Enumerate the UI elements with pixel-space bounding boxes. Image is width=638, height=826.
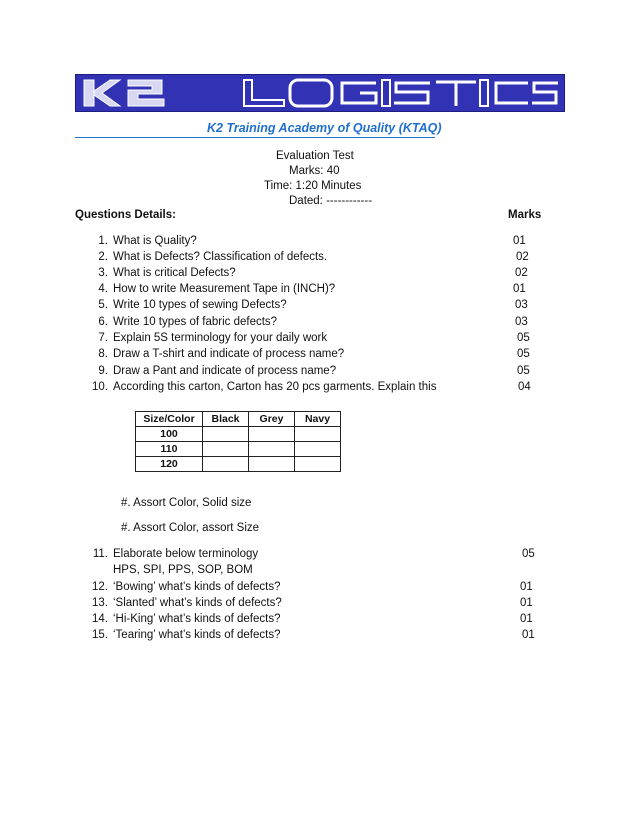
column-header: Navy: [295, 412, 341, 427]
empty-cell: [249, 442, 295, 457]
table-row: [136, 427, 341, 442]
size-cell: 100: [136, 427, 203, 442]
question-row: 3. What is critical Defects? 02: [98, 267, 528, 279]
test-title: Evaluation Test: [276, 150, 354, 162]
empty-cell: [203, 442, 249, 457]
column-header: Black: [203, 412, 249, 427]
question-row: 13. ‘Slanted’ what’s kinds of defects? 01: [92, 597, 533, 609]
table-header-row: [136, 412, 341, 427]
assort-note: #. Assort Color, assort Size: [121, 522, 260, 534]
question-row: 10. According this carton, Carton has 20 pcs garments. Explain this 04: [92, 381, 531, 393]
table-row: [136, 457, 341, 472]
academy-title-line: [75, 121, 442, 138]
empty-cell: [203, 457, 249, 472]
question-row: 11. Elaborate below terminology 05: [92, 548, 535, 560]
question-row: 12. ‘Bowing’ what’s kinds of defects? 01: [92, 581, 533, 593]
empty-cell: [203, 427, 249, 442]
question-row: 1. What is Quality? 01: [98, 235, 526, 247]
question-row: 2. What is Defects? Classification of defects. 02: [98, 251, 529, 263]
test-date: Dated: ------------: [289, 195, 373, 207]
question-row: 7. Explain 5S terminology for your daily work 05: [98, 332, 530, 344]
total-marks: Marks: 40: [289, 165, 340, 177]
empty-cell: [249, 457, 295, 472]
question-row: 14. ‘Hi-King’ what’s kinds of defects? 01: [92, 613, 533, 625]
academy-title: K2 Training Academy of Quality (KTAQ): [207, 121, 442, 135]
empty-cell: [295, 457, 341, 472]
k2-logistics-logo: [75, 74, 565, 112]
question-row: 15. ‘Tearing’ what’s kinds of defects? 01: [92, 629, 535, 641]
size-cell: 120: [136, 457, 203, 472]
carton-size-color-table: [135, 411, 341, 472]
size-cell: 110: [136, 442, 203, 457]
question-row: 6. Write 10 types of fabric defects? 03: [98, 316, 528, 328]
marks-header: Marks: [508, 209, 542, 221]
question-subline: HPS, SPI, PPS, SOP, BOM: [113, 564, 253, 576]
empty-cell: [249, 427, 295, 442]
column-header: Grey: [249, 412, 295, 427]
empty-cell: [295, 442, 341, 457]
question-row: 9. Draw a Pant and indicate of process name? 05: [98, 365, 530, 377]
empty-cell: [295, 427, 341, 442]
assort-note: #. Assort Color, Solid size: [121, 497, 252, 509]
table-row: [136, 442, 341, 457]
question-row: 8. Draw a T-shirt and indicate of process name? 05: [98, 348, 530, 360]
column-header: Size/Color: [136, 412, 203, 427]
question-row: 5. Write 10 types of sewing Defects? 03: [98, 299, 528, 311]
questions-header: Questions Details:: [75, 209, 176, 221]
test-time: Time: 1:20 Minutes: [264, 180, 362, 192]
question-row: 4. How to write Measurement Tape in (INCH)? 01: [98, 283, 526, 295]
